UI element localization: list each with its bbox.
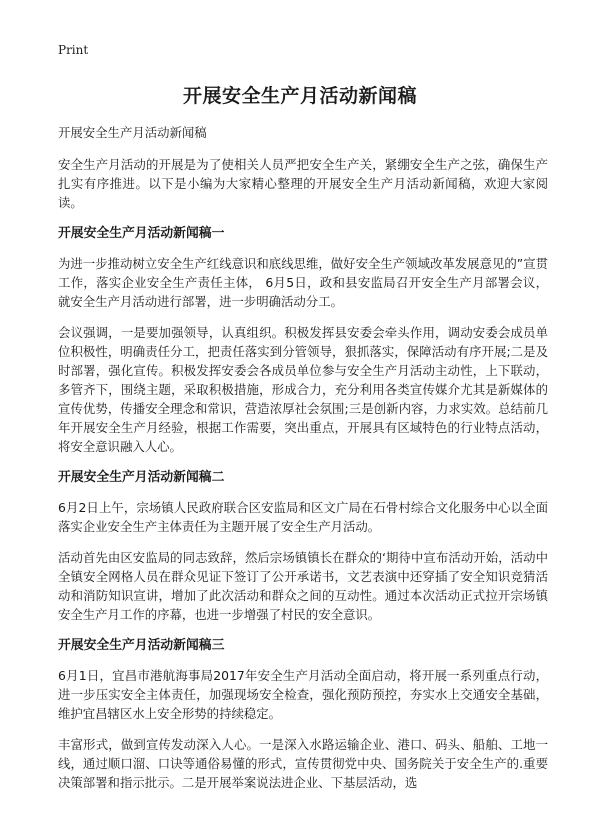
intro-paragraph: 安全生产月活动的开展是为了使相关人员严把安全生产关，紧绷安全生产之弦，确保生产扎实有序推进。以下是小编为大家精心整理的开展安全生产月活动新闻稿，欢迎大家阅读。 [58,157,548,210]
article-body [58,123,548,804]
article-subtitle: 开展安全生产月活动新闻稿 [58,125,207,140]
paragraph: 活动首先由区安监局的同志致辞，然后宗场镇镇长在群众的‘期待中宣布活动开始，活动中全镇安全网格人员在群众见证下签订了公开承诺书，文艺表演中还穿插了安全知识竞猜活动和消防知识宣讲，增加了此次活动和群众之间的互动性。通过本次活动正式拉开宗场镇安全生产月工作的序幕，也进一步增强了村民的安全意识。 [58,550,548,622]
section-heading-1: 开展安全生产月活动新闻稿一 [58,226,225,241]
paragraph: 为进一步推动树立安全生产红线意识和底线思维，做好安全生产领域改革发展意见的”宣贯工作，落实企业安全生产责任主体， 6月5日，政和县安监局召开安全生产月部署会议，就安全生产月活动进行部署，进一步明确活动分工。 [58,256,548,309]
paragraph: 6月2日上午，宗场镇人民政府联合区安监局和区文广局在石骨村综合文化服务中心以全面落实企业安全生产主体责任为主题开展了安全生产月活动。 [58,500,548,534]
print-link[interactable]: Print [58,43,89,57]
paragraph: 丰富形式，做到宣传发动深入人心。一是深入水路运输企业、港口、码头、船舶、工地一线，通过顺口溜、口诀等通俗易懂的形式，宣传贯彻党中央、国务院关于安全生产的.重要决策部署和指示批示。二是开展举案说法进企业、下基层活动，选 [58,737,548,790]
section-heading-2: 开展安全生产月活动新闻稿二 [58,470,225,485]
paragraph: 6月1日，宜昌市港航海事局2017年安全生产月活动全面启动，将开展一系列重点行动，进一步压实安全主体责任，加强现场安全检查，强化预防预控，夯实水上交通安全基础，维护宜昌辖区水上安全形势的持续稳定。 [58,668,548,721]
page-title: 开展安全生产月活动新闻稿 [182,85,417,107]
paragraph: 会议强调，一是要加强领导，认真组织。积极发挥县安委会牵头作用，调动安委会成员单位积极性，明确责任分工，把责任落实到分管领导，狠抓落实，保障活动有序开展;二是及时部署，强化宣传。积极发挥安委会各成员单位参与安全生产月活动主动性，上下联动，多管齐下，围绕主题，采取积极措施，形成合力，充分利用各类宣传媒介尤其是新媒体的宣传优势，传播安全理念和常识，营造浓厚社会氛围;三是创新内容，力求实效。总结前几年开展安全生产月经验，根据工作需要，突出重点，开展具有区域特色的行业特点活动，将安全意识融入人心。 [58,325,548,454]
section-heading-3: 开展安全生产月活动新闻稿三 [58,638,225,653]
